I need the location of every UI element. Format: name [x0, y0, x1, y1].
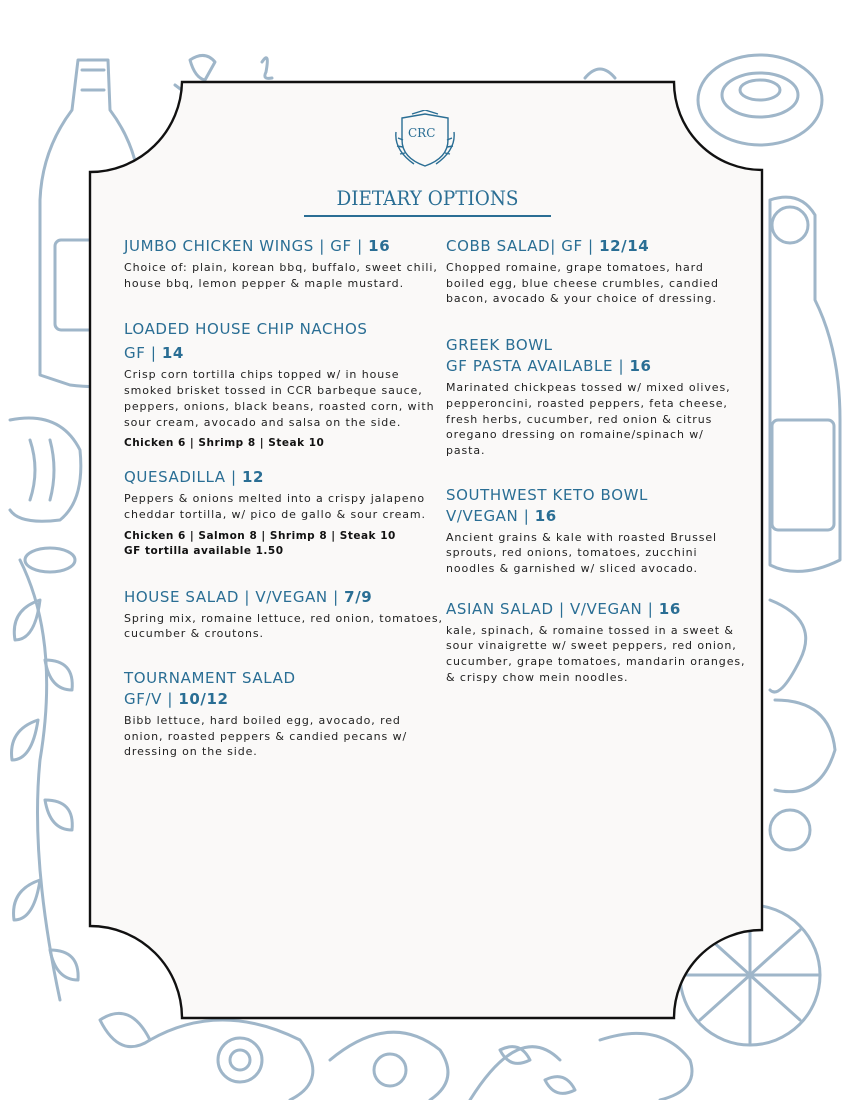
crest-letters: CRC	[408, 126, 436, 140]
menu-item	[446, 485, 746, 577]
menu-column-left	[124, 236, 444, 760]
menu-item-description: kale, spinach, & romaine tossed in a sweet & sour vinaigrette w/ sweet peppers, red onion, cucumber, grape tomatoes, mandarin oranges, & crispy chow mein noodles.	[446, 623, 746, 684]
menu-item	[124, 319, 444, 451]
menu-item-description: Ancient grains & kale with roasted Brussel sprouts, red onions, tomatoes, zucchini noodles & garnished w/ sliced avocado.	[446, 530, 717, 576]
title-underline	[304, 215, 551, 217]
menu-item-tags: GF |	[124, 344, 162, 363]
menu-item	[446, 236, 746, 307]
menu-item-price: 7/9	[344, 587, 373, 606]
menu-item	[124, 236, 444, 291]
menu-item-title	[446, 236, 746, 257]
page-title: DIETARY OPTIONS	[336, 186, 519, 210]
menu-item	[124, 668, 444, 760]
menu-column-right	[446, 236, 746, 686]
menu-item-name: JUMBO CHICKEN WINGS | GF |	[124, 237, 369, 255]
menu-item-name: COBB SALAD| GF |	[446, 237, 600, 255]
menu-item-name: QUESADILLA |	[124, 468, 243, 487]
menu-item-tags: GF/V |	[124, 690, 179, 709]
menu-item-tags: V/VEGAN |	[446, 506, 535, 525]
menu-item-name: GREEK BOWL	[446, 336, 553, 355]
menu-item	[446, 335, 746, 459]
menu-item	[124, 587, 444, 642]
menu-item-title	[446, 335, 746, 377]
menu-item-tags: GF PASTA AVAILABLE |	[446, 357, 630, 376]
menu-item	[446, 599, 746, 686]
menu-item-description: Choice of: plain, korean bbq, buffalo, sweet chili, house bbq, lemon pepper & maple mustard.	[124, 261, 438, 290]
menu-item-subtitle-line	[124, 689, 444, 710]
menu-item-name: TOURNAMENT SALAD	[124, 669, 296, 688]
menu-item-price: 12/14	[599, 237, 650, 255]
menu-item-name: HOUSE SALAD | V/VEGAN |	[124, 587, 345, 606]
menu-item-description: Spring mix, romaine lettuce, red onion, tomatoes, cucumber & croutons.	[124, 611, 443, 641]
menu-item-title	[446, 599, 746, 620]
menu-item-price: 14	[161, 344, 184, 363]
menu-item-title	[124, 236, 444, 257]
menu-item-price: 16	[629, 357, 652, 376]
menu-item-title	[124, 668, 444, 710]
menu-item-price: 10/12	[178, 690, 229, 709]
menu-item	[124, 467, 444, 558]
crest-logo-icon	[394, 110, 456, 170]
menu-item-description: Marinated chickpeas tossed w/ mixed olives, pepperoncini, roasted peppers, feta cheese, fresh herbs, cucumber, red onion & citrus oregano dressing on romaine/spinach w/ pasta.	[446, 381, 731, 457]
menu-item-description: Crisp corn tortilla chips topped w/ in house smoked brisket tossed in CCR barbeque sauce, peppers, onions, black beans, roasted corn, with sour cream, avocado and salsa on the side.	[124, 368, 435, 429]
menu-item-name: LOADED HOUSE CHIP NACHOS	[124, 320, 368, 339]
menu-item-description: Peppers & onions melted into a crispy jalapeno cheddar tortilla, w/ pico de gallo & sour cream.	[124, 492, 426, 521]
menu-item-subtitle-line	[124, 343, 444, 364]
menu-item-title	[124, 319, 444, 364]
menu-item-title	[124, 467, 444, 488]
menu-item-subtitle-line	[446, 356, 746, 377]
menu-item-name: SOUTHWEST KETO BOWL	[446, 485, 648, 504]
menu-item-price: 16	[658, 599, 681, 618]
menu-item-addon-note: GF tortilla available 1.50	[124, 544, 284, 557]
menu-item-price: 16	[368, 237, 391, 255]
menu-item-description: Bibb lettuce, hard boiled egg, avocado, red onion, roasted peppers & candied pecans w/ dressing on the side.	[124, 714, 408, 759]
menu-item-name: ASIAN SALAD | V/VEGAN |	[446, 599, 659, 618]
menu-item-subtitle-line	[446, 506, 746, 527]
menu-item-title	[446, 485, 746, 527]
menu-item-price: 12	[242, 468, 265, 487]
menu-item-addons: Chicken 6 | Salmon 8 | Shrimp 8 | Steak 10	[124, 529, 396, 542]
menu-item-title	[124, 587, 444, 608]
menu-item-price: 16	[534, 506, 557, 525]
menu-item-description: Chopped romaine, grape tomatoes, hard boiled egg, blue cheese crumbles, candied bacon, avocado & your choice of dressing.	[446, 261, 719, 306]
menu-item-addons: Chicken 6 | Shrimp 8 | Steak 10	[124, 437, 325, 450]
